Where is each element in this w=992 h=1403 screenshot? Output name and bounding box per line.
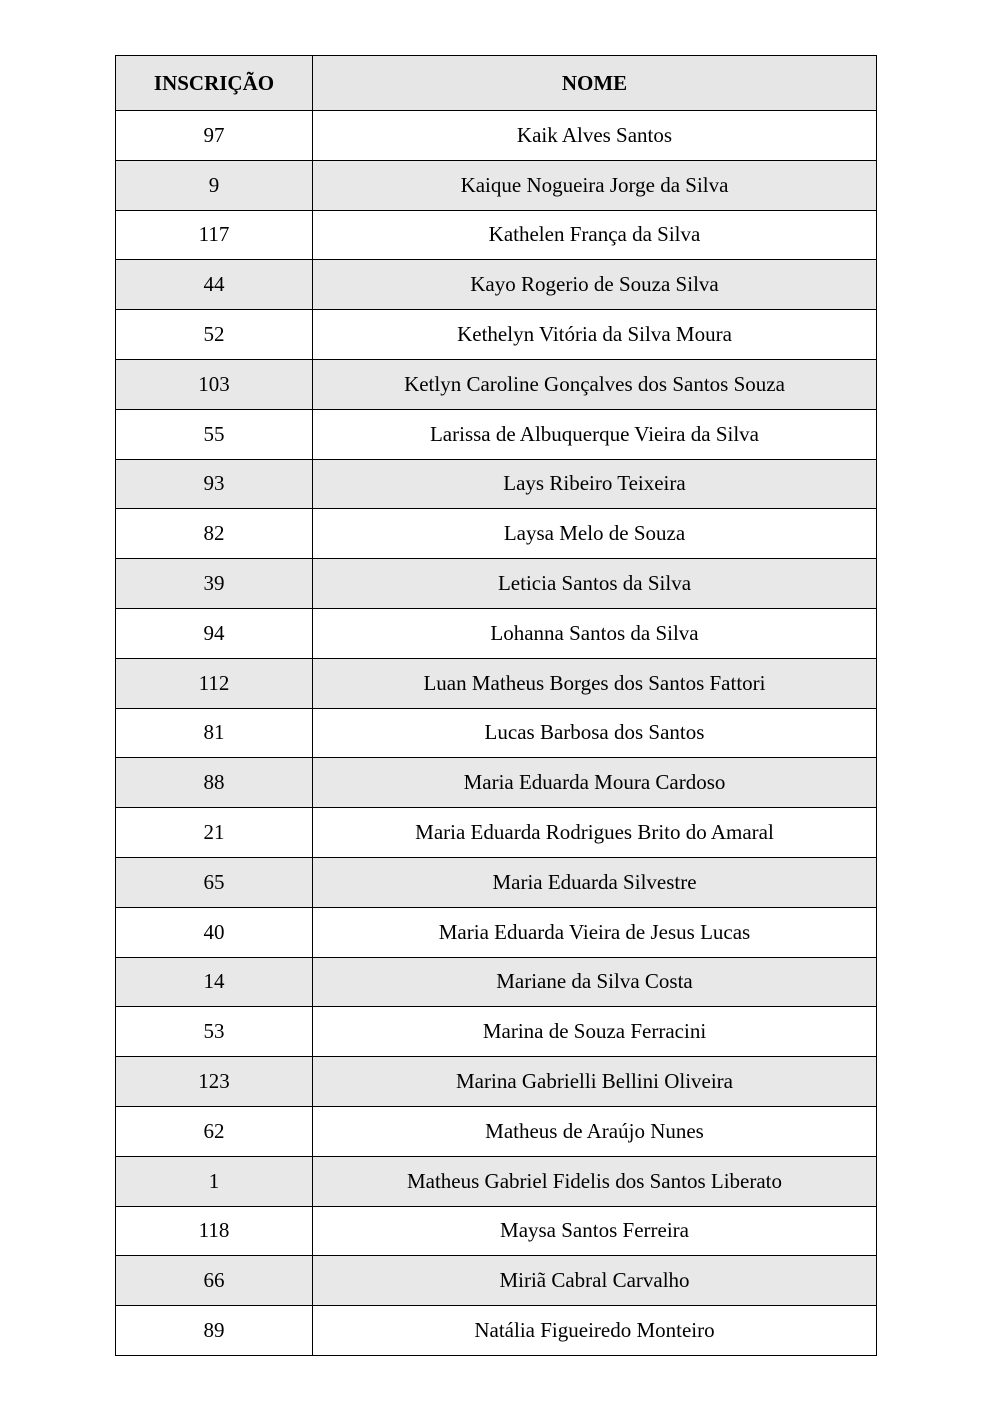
cell-inscricao: 55 — [116, 409, 313, 459]
table-row — [116, 608, 877, 658]
cell-inscricao: 65 — [116, 857, 313, 907]
cell-nome: Ketlyn Caroline Gonçalves dos Santos Souza — [313, 359, 877, 409]
cell-nome: Maria Eduarda Rodrigues Brito do Amaral — [313, 808, 877, 858]
table-row — [116, 857, 877, 907]
cell-nome: Natália Figueiredo Monteiro — [313, 1306, 877, 1356]
table-row — [116, 1156, 877, 1206]
table-row — [116, 509, 877, 559]
cell-nome: Maria Eduarda Moura Cardoso — [313, 758, 877, 808]
cell-nome: Miriã Cabral Carvalho — [313, 1256, 877, 1306]
table-row — [116, 658, 877, 708]
table-row — [116, 459, 877, 509]
cell-inscricao: 53 — [116, 1007, 313, 1057]
table-row — [116, 559, 877, 609]
cell-nome: Maysa Santos Ferreira — [313, 1206, 877, 1256]
cell-inscricao: 14 — [116, 957, 313, 1007]
table-row — [116, 310, 877, 360]
cell-nome: Lays Ribeiro Teixeira — [313, 459, 877, 509]
header-inscricao: INSCRIÇÃO — [116, 56, 313, 111]
cell-inscricao: 40 — [116, 907, 313, 957]
cell-inscricao: 89 — [116, 1306, 313, 1356]
cell-nome: Maria Eduarda Vieira de Jesus Lucas — [313, 907, 877, 957]
cell-inscricao: 39 — [116, 559, 313, 609]
cell-inscricao: 103 — [116, 359, 313, 409]
header-nome: NOME — [313, 56, 877, 111]
table-row — [116, 1057, 877, 1107]
cell-nome: Mariane da Silva Costa — [313, 957, 877, 1007]
table-row — [116, 758, 877, 808]
table-header-row — [116, 56, 877, 111]
cell-inscricao: 117 — [116, 210, 313, 260]
cell-inscricao: 9 — [116, 160, 313, 210]
cell-inscricao: 94 — [116, 608, 313, 658]
cell-inscricao: 112 — [116, 658, 313, 708]
cell-inscricao: 66 — [116, 1256, 313, 1306]
table-row — [116, 1256, 877, 1306]
cell-inscricao: 97 — [116, 111, 313, 161]
cell-nome: Matheus de Araújo Nunes — [313, 1106, 877, 1156]
cell-nome: Marina de Souza Ferracini — [313, 1007, 877, 1057]
cell-inscricao: 81 — [116, 708, 313, 758]
table-row — [116, 957, 877, 1007]
cell-nome: Leticia Santos da Silva — [313, 559, 877, 609]
table-row — [116, 1306, 877, 1356]
table-row — [116, 111, 877, 161]
table-row — [116, 907, 877, 957]
table-row — [116, 708, 877, 758]
cell-nome: Kaique Nogueira Jorge da Silva — [313, 160, 877, 210]
cell-nome: Marina Gabrielli Bellini Oliveira — [313, 1057, 877, 1107]
table-row — [116, 260, 877, 310]
cell-inscricao: 82 — [116, 509, 313, 559]
cell-inscricao: 93 — [116, 459, 313, 509]
cell-nome: Luan Matheus Borges dos Santos Fattori — [313, 658, 877, 708]
cell-inscricao: 118 — [116, 1206, 313, 1256]
table-row — [116, 1106, 877, 1156]
cell-nome: Kayo Rogerio de Souza Silva — [313, 260, 877, 310]
table-row — [116, 359, 877, 409]
cell-nome: Lohanna Santos da Silva — [313, 608, 877, 658]
cell-inscricao: 123 — [116, 1057, 313, 1107]
cell-inscricao: 62 — [116, 1106, 313, 1156]
cell-nome: Maria Eduarda Silvestre — [313, 857, 877, 907]
cell-inscricao: 44 — [116, 260, 313, 310]
table-row — [116, 160, 877, 210]
table-row — [116, 1206, 877, 1256]
table-row — [116, 1007, 877, 1057]
cell-nome: Laysa Melo de Souza — [313, 509, 877, 559]
enrollment-table — [115, 55, 877, 1356]
table-row — [116, 210, 877, 260]
cell-inscricao: 1 — [116, 1156, 313, 1206]
cell-inscricao: 21 — [116, 808, 313, 858]
cell-nome: Kathelen França da Silva — [313, 210, 877, 260]
cell-nome: Kaik Alves Santos — [313, 111, 877, 161]
cell-inscricao: 88 — [116, 758, 313, 808]
table-row — [116, 409, 877, 459]
cell-nome: Kethelyn Vitória da Silva Moura — [313, 310, 877, 360]
cell-inscricao: 52 — [116, 310, 313, 360]
cell-nome: Matheus Gabriel Fidelis dos Santos Liberato — [313, 1156, 877, 1206]
cell-nome: Larissa de Albuquerque Vieira da Silva — [313, 409, 877, 459]
table-row — [116, 808, 877, 858]
cell-nome: Lucas Barbosa dos Santos — [313, 708, 877, 758]
